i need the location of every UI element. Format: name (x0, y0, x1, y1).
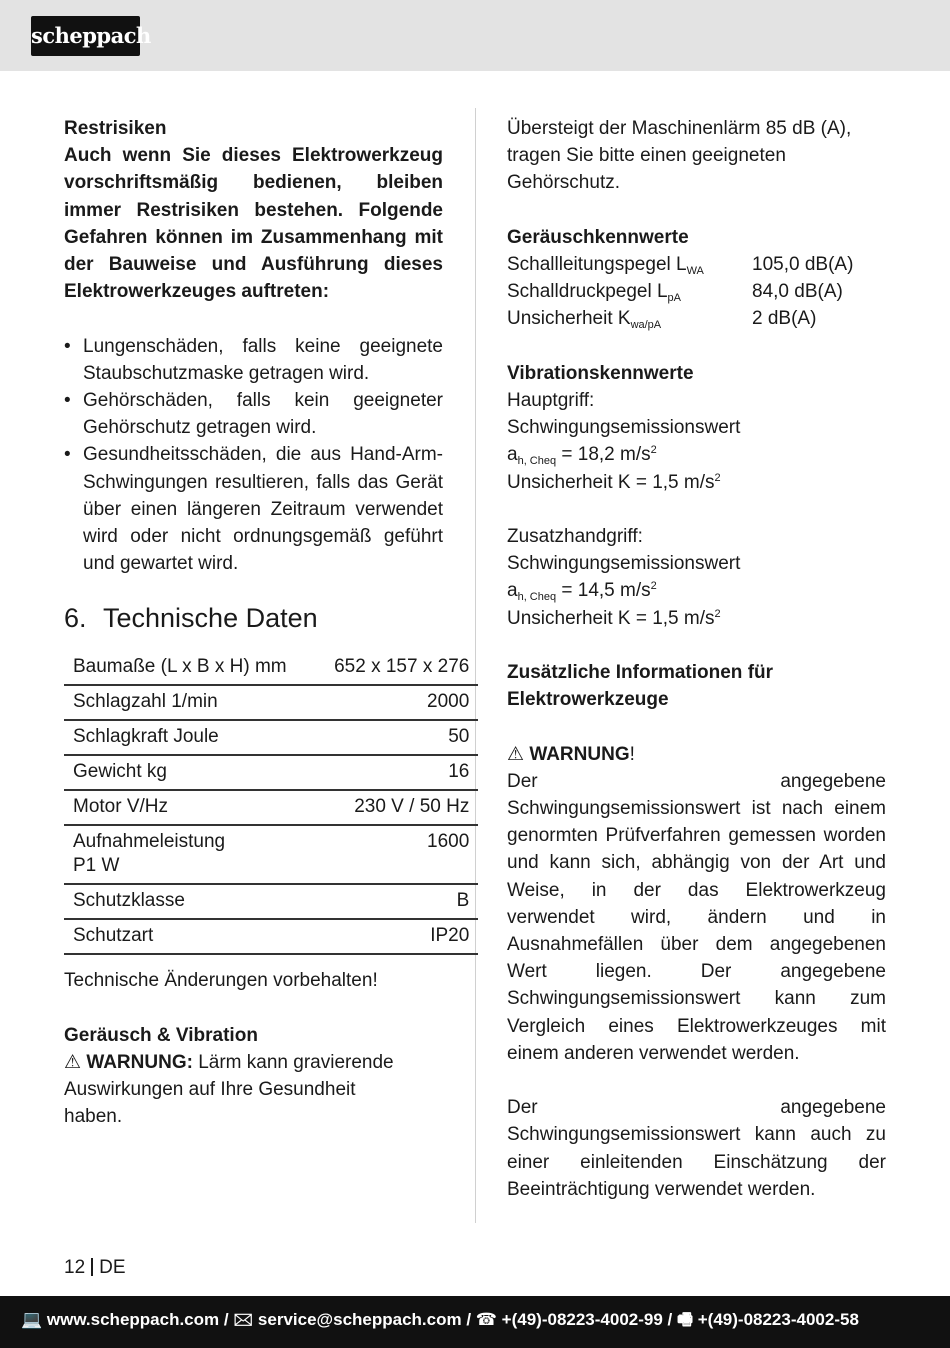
table-row (64, 825, 478, 884)
aux-grip-label: Schwingungsemissionswert (507, 553, 741, 575)
table-row (64, 685, 478, 720)
noise-sub: WA (686, 265, 704, 277)
section-heading (64, 601, 443, 635)
noise-label: Schallleitungspegel L (507, 254, 687, 275)
warning-label: WARNUNG (529, 743, 630, 765)
spec-label: Schutzart (64, 919, 325, 954)
noise-value: 105,0 dB(A) (752, 254, 854, 275)
table-row (64, 755, 478, 790)
noise-sub: pA (667, 292, 682, 305)
table-row (64, 884, 478, 919)
noise-title: Geräusch & Vibration (64, 1024, 258, 1046)
spec-value: 652 x 157 x 276 (325, 651, 478, 685)
list-item: • Gesundheitsschäden, die aus Hand-Arm-Schwingungen resultieren, falls das Gerät über einen längeren Zeitraum verwendet wird oder nicht ordnungsgemäß geführt und gewartet wird. (64, 441, 443, 577)
spec-label: Schlagkraft Joule (64, 720, 325, 755)
table-row (64, 651, 478, 685)
noise-label: Schalldruckpegel L (507, 281, 668, 303)
warning-triangle-icon: ⚠ (64, 1052, 82, 1074)
spec-value: 1600 (325, 825, 478, 884)
warning-triangle-icon: ⚠ (507, 743, 525, 765)
main-grip-title: Hauptgriff: (507, 390, 595, 411)
left-column (64, 115, 470, 1131)
warning-label: WARNUNG: (86, 1052, 193, 1074)
page-number: 12 DE (64, 1257, 126, 1278)
vibration-paragraph-1: Der angegebene Schwingungsemissionswert ist nach einem genormten Prüfverfahren gemessen worden und kann sich, abhängig von der Art und Weise, in der das Elektrowerkzeug verwendet wird, ändern und in Ausnahmefällen über dem angegebenen Wert liegen. Der angegebene Schwingungsemissionswert kann zum Vergleich eines Elektrowerkzeuges mit einem anderen verwendet werden. (507, 770, 886, 1064)
main-grip-value: $a_{h, Cheq} = 18,2$ $m/s^2$ (507, 444, 657, 468)
noise-value-row (507, 278, 886, 305)
noise-value-row (507, 305, 886, 332)
table-row (64, 720, 478, 755)
spec-value: 230 V / 50 Hz (325, 790, 478, 825)
warning-text: Lärm kann gravierende Auswirkungen auf Ihre Gesundheit haben. (64, 1052, 394, 1128)
list-item: • Lungenschäden, falls keine geeignete Staubschutzmaske getragen wird. (64, 333, 443, 387)
table-row (64, 790, 478, 825)
spec-label: Aufnahmeleistung P1 W (64, 825, 325, 884)
noise-value: 84,0 dB(A) (752, 281, 843, 303)
list-item: • Gehörschäden, falls kein geeigneter Gehörschutz getragen wird. (64, 387, 443, 441)
spec-table (64, 651, 478, 955)
vibration-title: Vibrationskennwerte (507, 362, 694, 384)
spec-value: IP20 (325, 919, 478, 954)
spec-value: 50 (325, 720, 478, 755)
spec-label: Schutzklasse (64, 884, 325, 919)
noise-values-title: Geräuschkennwerte (507, 226, 689, 248)
spec-value: 16 (325, 755, 478, 790)
spec-value: B (325, 884, 478, 919)
right-column (507, 115, 886, 1203)
spec-label: Baumaße (L x B x H) mm (64, 651, 325, 685)
noise-value: 2 dB(A) (752, 308, 817, 330)
noise-warning (64, 1049, 443, 1131)
restrisiken-intro: Auch wenn Sie dieses Elektrowerkzeug vorschriftsmäßig bedienen, bleiben immer Restrisiken bestehen. Folgende Gefahren können im Zusammenhang mit der Bauweise und Ausführung dieses Elektrowerkzeuges auftreten: (64, 145, 443, 303)
noise-intro: Übersteigt der Maschinenlärm 85 dB (A), tragen Sie bitte einen geeigneten Gehörschutz. (507, 118, 852, 194)
extra-info-title: Zusätzliche Informationen für Elektrowerkzeuge (507, 662, 774, 711)
noise-value-row (507, 251, 886, 278)
aux-grip-uncertainty: Unsicherheit K = 1,5 $m/s^2$ (507, 607, 721, 629)
spec-label: Motor V/Hz (64, 790, 325, 825)
vibration-paragraph-2: Der angegebene Schwingungsemissionswert kann auch zu einer einleitenden Einschätzung der Beeinträchtigung verwendet werden. (507, 1097, 886, 1200)
aux-grip-value: $a_{h, Cheq} = 14,5$ $m/s^2$ (507, 580, 657, 604)
noise-label: Unsicherheit K (507, 308, 631, 330)
risk-list (64, 333, 443, 578)
footer-contact-bar: 💻 www.scheppach.com / 🖂 service@scheppach.com / ☎ +(49)-08223-4002-99 / 🖷 +(49)-08223-4002-58 (0, 1296, 950, 1348)
spec-value: 2000 (325, 685, 478, 720)
main-grip-uncertainty: Unsicherheit K = 1,5 $m/s^2$ (507, 471, 721, 493)
section-number: 6. (64, 603, 87, 634)
noise-sub: wa/pA (630, 319, 662, 332)
right-warning: ⚠ WARNUNG! (507, 741, 886, 768)
scheppach-logo: scheppach (31, 16, 140, 56)
spec-label: Schlagzahl 1/min (64, 685, 325, 720)
restrisiken-title: Restrisiken (64, 118, 167, 139)
changes-note: Technische Änderungen vorbehalten! (64, 970, 378, 992)
table-row (64, 919, 478, 954)
section-title: Technische Daten (103, 603, 318, 634)
main-grip-label: Schwingungsemissionswert (507, 417, 741, 439)
spec-label: Gewicht kg (64, 755, 325, 790)
header-band (0, 0, 950, 71)
aux-grip-title: Zusatzhandgriff: (507, 526, 643, 547)
